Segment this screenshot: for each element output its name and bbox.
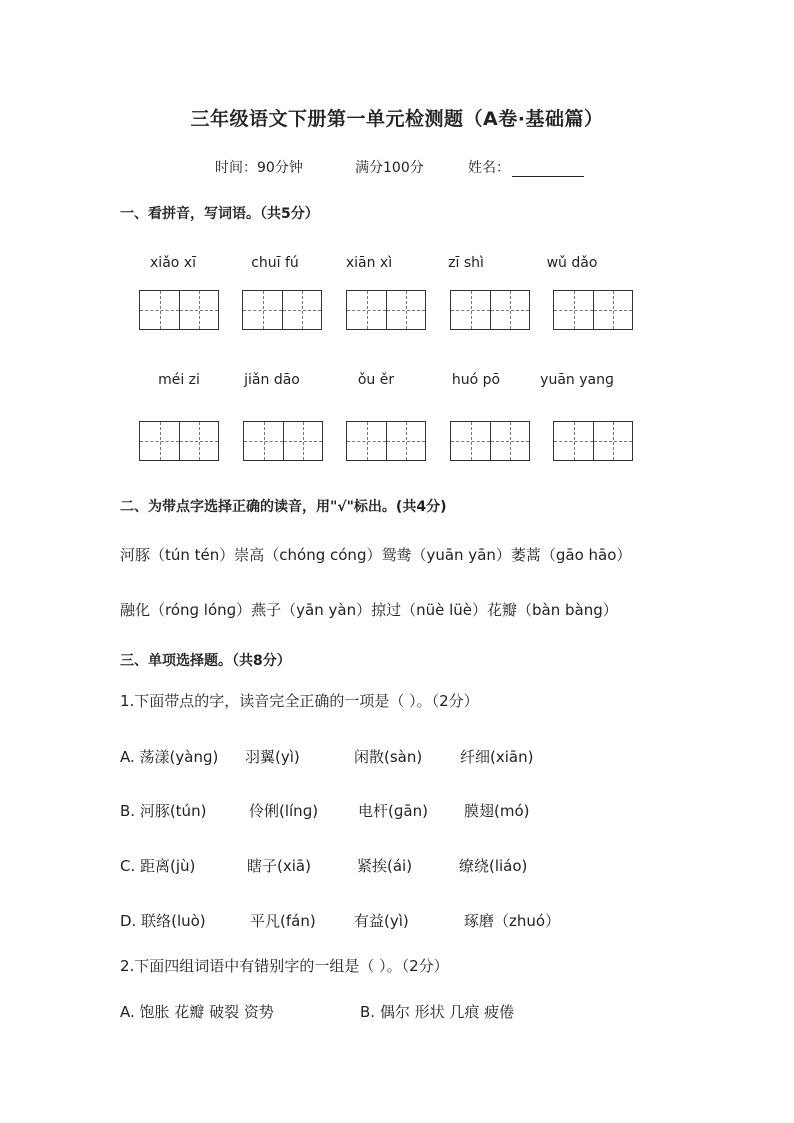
pronunciation-line-2[interactable]: 融化（rónɡ lónɡ）燕子（yān yàn）掠过（nüè lüè）花瓣（bàn bàng） <box>120 601 618 619</box>
option-b-word-1[interactable]: B. 河豚(tún) <box>120 802 207 820</box>
section-1-heading: 一、看拼音，写词语。（共5分） <box>120 206 319 222</box>
pinyin-1-5: wǔ dǎo <box>546 255 598 271</box>
option-c-word-1[interactable]: C. 距离(jù) <box>120 857 196 875</box>
section-3-heading: 三、单项选择题。（共8分） <box>120 653 291 669</box>
writing-grid[interactable] <box>346 290 426 330</box>
section-2-heading: 二、为带点字选择正确的读音，用"√"标出。(共4分) <box>120 499 447 515</box>
writing-grid[interactable] <box>242 290 322 330</box>
pinyin-1-2: chuī fú <box>251 255 299 271</box>
question-2: 2.下面四组词语中有错别字的一组是（ ）。（2分） <box>120 957 449 975</box>
writing-grid[interactable] <box>346 421 426 461</box>
option-a-word-3: 闲散(sàn) <box>354 748 423 766</box>
writing-grid[interactable] <box>450 290 530 330</box>
option-b-word-4: 膜翅(mó) <box>464 802 530 820</box>
option-b-word-3: 电杆(ɡān) <box>358 802 428 820</box>
option-c-word-4: 缭绕(liáo) <box>459 857 528 875</box>
writing-grid[interactable] <box>450 421 530 461</box>
option-c-word-3: 紧挨(ái) <box>357 857 413 875</box>
name-field[interactable] <box>468 157 584 177</box>
option-b-word-2: 伶俐(línɡ) <box>249 802 319 820</box>
pinyin-2-4: huó pō <box>451 372 501 388</box>
option-d-word-3: 有益(yì) <box>354 912 409 930</box>
q2-option-a[interactable]: A. 饱胀 花瓣 破裂 资势 <box>120 1003 274 1021</box>
pinyin-1-4: zī shì <box>448 255 484 271</box>
option-a-word-4: 纤细(xiān) <box>460 748 534 766</box>
pronunciation-line-1[interactable]: 河豚（tún tén）崇高（chóng cóng）鸳鸯（yuān yān）萎蒿（gāo hāo） <box>120 546 632 564</box>
writing-grid[interactable] <box>553 421 633 461</box>
writing-grid[interactable] <box>139 290 219 330</box>
pinyin-2-2: jiǎn dāo <box>244 372 300 388</box>
pinyin-2-3: ǒu ěr <box>357 372 395 388</box>
option-a-word-1[interactable]: A. 荡漾(yànɡ) <box>120 748 219 766</box>
page-title: 三年级语文下册第一单元检测题（A卷·基础篇） <box>190 108 604 130</box>
option-d-word-1[interactable]: D. 联络(luò) <box>120 912 206 930</box>
name-blank[interactable] <box>512 162 584 177</box>
option-d-word-2: 平凡(fán) <box>250 912 316 930</box>
pinyin-2-1: méi zi <box>158 372 200 388</box>
pinyin-1-3: xiān xì <box>345 255 393 271</box>
writing-grid[interactable] <box>553 290 633 330</box>
pinyin-2-5: yuān yanɡ <box>540 372 614 388</box>
name-label: 姓名： <box>468 160 510 176</box>
pinyin-1-1: xiǎo xī <box>150 255 196 271</box>
writing-grid[interactable] <box>243 421 323 461</box>
option-d-word-4: 琢磨（zhuó） <box>464 912 561 930</box>
question-1: 1.下面带点的字，读音完全正确的一项是（ ）。（2分） <box>120 692 479 710</box>
option-a-word-2: 羽翼(yì) <box>245 748 300 766</box>
score-info: 满分100分 <box>355 160 424 176</box>
writing-grid[interactable] <box>139 421 219 461</box>
option-c-word-2: 瞎子(xiā) <box>247 857 311 875</box>
time-info: 时间：90分钟 <box>215 160 303 176</box>
q2-option-b[interactable]: B. 偶尔 形状 几痕 疲倦 <box>360 1003 515 1021</box>
